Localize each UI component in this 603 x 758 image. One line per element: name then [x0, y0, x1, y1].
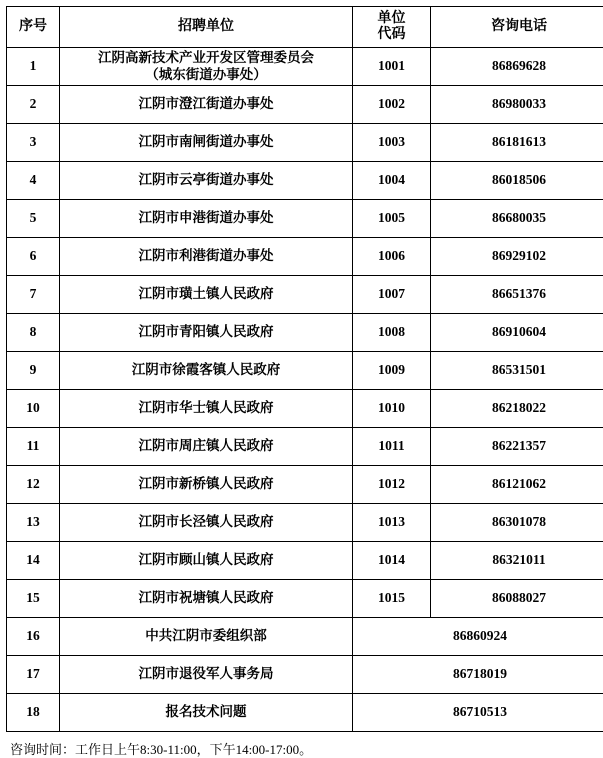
cell-phone: 86301078 — [431, 504, 603, 542]
cell-code: 1008 — [353, 314, 431, 352]
cell-index: 18 — [7, 694, 60, 732]
cell-index: 1 — [7, 48, 60, 86]
cell-index: 12 — [7, 466, 60, 504]
cell-index: 6 — [7, 238, 60, 276]
header-unit: 招聘单位 — [60, 7, 353, 48]
cell-unit-line2: （城东街道办事处） — [61, 67, 351, 83]
table-row — [7, 580, 603, 618]
cell-code: 1010 — [353, 390, 431, 428]
cell-index: 15 — [7, 580, 60, 618]
cell-unit: 中共江阴市委组织部 — [60, 618, 353, 656]
cell-index: 11 — [7, 428, 60, 466]
header-code — [353, 7, 431, 48]
cell-index: 16 — [7, 618, 60, 656]
cell-unit: 江阴市顾山镇人民政府 — [60, 542, 353, 580]
cell-phone: 86651376 — [431, 276, 603, 314]
table-row — [7, 200, 603, 238]
cell-unit: 江阴市徐霞客镇人民政府 — [60, 352, 353, 390]
cell-code: 1006 — [353, 238, 431, 276]
table-row — [7, 162, 603, 200]
cell-phone: 86088027 — [431, 580, 603, 618]
table-header — [7, 7, 603, 48]
cell-unit: 江阴市退役军人事务局 — [60, 656, 353, 694]
cell-unit: 江阴市祝塘镇人民政府 — [60, 580, 353, 618]
cell-unit: 江阴市云亭街道办事处 — [60, 162, 353, 200]
cell-index: 14 — [7, 542, 60, 580]
cell-phone: 86221357 — [431, 428, 603, 466]
recruitment-contact-table — [6, 6, 603, 732]
table-body — [7, 48, 603, 732]
table-row — [7, 466, 603, 504]
cell-unit: 江阴市华士镇人民政府 — [60, 390, 353, 428]
cell-index: 17 — [7, 656, 60, 694]
table-row — [7, 542, 603, 580]
header-code-line1: 单位 — [354, 11, 429, 27]
table-row — [7, 618, 603, 656]
cell-unit: 江阴市澄江街道办事处 — [60, 86, 353, 124]
table-row — [7, 48, 603, 86]
cell-code: 1002 — [353, 86, 431, 124]
cell-code: 1003 — [353, 124, 431, 162]
table-row — [7, 276, 603, 314]
table-row — [7, 504, 603, 542]
cell-phone: 86929102 — [431, 238, 603, 276]
cell-unit: 江阴市申港街道办事处 — [60, 200, 353, 238]
table-row — [7, 314, 603, 352]
cell-phone: 86321011 — [431, 542, 603, 580]
consultation-time-note: 咨询时间：工作日上午8:30-11:00，下午14:00-17:00。 — [6, 739, 597, 758]
cell-code: 1014 — [353, 542, 431, 580]
cell-index: 4 — [7, 162, 60, 200]
cell-unit-line1: 江阴高新技术产业开发区管理委员会 — [61, 50, 351, 66]
cell-code: 1001 — [353, 48, 431, 86]
cell-unit — [60, 48, 353, 86]
cell-phone: 86718019 — [353, 656, 603, 694]
cell-phone: 86018506 — [431, 162, 603, 200]
cell-phone: 86869628 — [431, 48, 603, 86]
cell-phone: 86860924 — [353, 618, 603, 656]
table-row — [7, 390, 603, 428]
cell-unit: 报名技术问题 — [60, 694, 353, 732]
cell-unit: 江阴市南闸街道办事处 — [60, 124, 353, 162]
cell-unit: 江阴市青阳镇人民政府 — [60, 314, 353, 352]
cell-code: 1011 — [353, 428, 431, 466]
cell-code: 1005 — [353, 200, 431, 238]
cell-phone: 86710513 — [353, 694, 603, 732]
header-index: 序号 — [7, 7, 60, 48]
cell-unit: 江阴市利港街道办事处 — [60, 238, 353, 276]
header-code-line2: 代码 — [354, 27, 429, 43]
table-row — [7, 86, 603, 124]
table-row — [7, 656, 603, 694]
cell-phone: 86181613 — [431, 124, 603, 162]
cell-code: 1007 — [353, 276, 431, 314]
table-row — [7, 238, 603, 276]
cell-code: 1009 — [353, 352, 431, 390]
cell-phone: 86121062 — [431, 466, 603, 504]
table-row — [7, 694, 603, 732]
cell-index: 13 — [7, 504, 60, 542]
cell-phone: 86980033 — [431, 86, 603, 124]
cell-unit: 江阴市璜土镇人民政府 — [60, 276, 353, 314]
table-row — [7, 428, 603, 466]
cell-unit: 江阴市长泾镇人民政府 — [60, 504, 353, 542]
cell-unit: 江阴市周庄镇人民政府 — [60, 428, 353, 466]
cell-index: 9 — [7, 352, 60, 390]
cell-phone: 86680035 — [431, 200, 603, 238]
cell-code: 1004 — [353, 162, 431, 200]
cell-phone: 86531501 — [431, 352, 603, 390]
cell-index: 8 — [7, 314, 60, 352]
table-row — [7, 124, 603, 162]
cell-index: 3 — [7, 124, 60, 162]
cell-index: 10 — [7, 390, 60, 428]
cell-code: 1012 — [353, 466, 431, 504]
cell-phone: 86218022 — [431, 390, 603, 428]
cell-code: 1013 — [353, 504, 431, 542]
cell-index: 7 — [7, 276, 60, 314]
cell-code: 1015 — [353, 580, 431, 618]
table-row — [7, 352, 603, 390]
header-phone: 咨询电话 — [431, 7, 603, 48]
table-header-row — [7, 7, 603, 48]
cell-unit: 江阴市新桥镇人民政府 — [60, 466, 353, 504]
cell-index: 2 — [7, 86, 60, 124]
cell-index: 5 — [7, 200, 60, 238]
cell-phone: 86910604 — [431, 314, 603, 352]
